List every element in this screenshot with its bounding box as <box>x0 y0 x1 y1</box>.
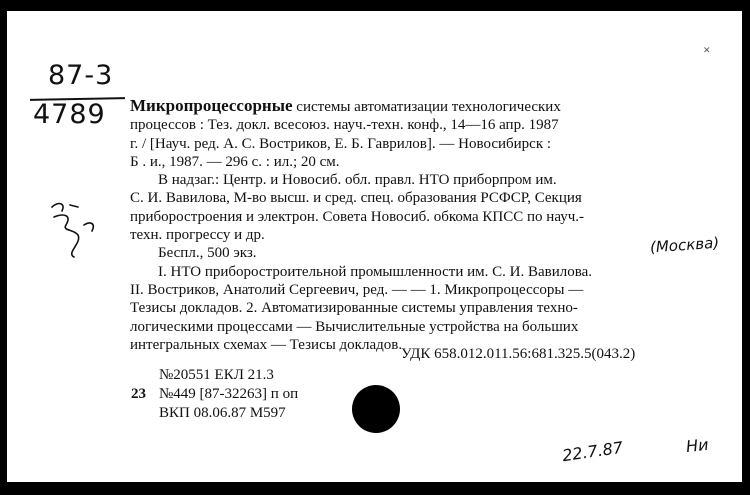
catalog-card-body <box>130 97 715 354</box>
entries-line: I. НТО приборостроительной промышленности им. С. И. Вавилова. <box>158 263 593 280</box>
scan-border-top <box>0 0 750 11</box>
card-line: Б . и., 1987. — 296 с. : ил.; 20 см. <box>130 153 340 170</box>
bib-line: №20551 ЕКЛ 21.3 <box>159 367 274 383</box>
handwritten-city-note: (Москва) <box>649 233 720 257</box>
card-line: г. / [Науч. ред. А. С. Востриков, Е. Б. Гаврилов]. — Новосибирск : <box>130 135 552 152</box>
handwritten-initials: Ни <box>685 434 710 457</box>
card-title: Микропроцессорные <box>130 96 293 115</box>
corner-mark-icon: ✕ <box>703 45 711 55</box>
price-line: Беспл., 500 экз. <box>158 245 257 262</box>
card-title-line <box>130 97 715 116</box>
entries-line: II. Востриков, Анатолий Сергеевич, ред. — — 1. Микропроцессоры — <box>130 281 584 298</box>
scan-border-bottom <box>0 482 750 495</box>
entries-line: логическими процессами — Вычислительные устройства на больших <box>130 318 579 335</box>
nadzag-line: В надзаг.: Центр. и Новосиб. обл. правл. НТО приборпром им. <box>158 172 557 189</box>
scan-border-left <box>0 0 7 495</box>
bibliographic-record <box>131 366 298 423</box>
record-number: 23 <box>131 386 146 402</box>
entries-line: Тезисы докладов. 2. Автоматизированные системы управления техно- <box>130 300 578 317</box>
bib-line: №449 [87-32263] п оп <box>159 386 299 402</box>
card-title-rest: системы автоматизации технологических <box>292 99 561 115</box>
udk-code: УДК 658.012.011.56:681.325.5(043.2) <box>401 346 636 362</box>
card-line: процессов : Тез. докл. всесоюз. науч.-техн. конф., 14—16 апр. 1987 <box>130 117 559 134</box>
entries-line: интегральных схемах — Тезисы докладов. <box>130 336 403 353</box>
call-number-bottom: 4789 <box>33 99 106 130</box>
handwritten-date: 22.7.87 <box>560 437 625 466</box>
ink-blot <box>352 385 400 433</box>
bib-line: ВКП 08.06.87 М597 <box>159 405 286 421</box>
call-number-top: 87-3 <box>48 60 114 91</box>
nadzag-line: приборостроения и электрон. Совета Новосиб. обкома КПСС по науч.- <box>130 208 585 225</box>
handwritten-scribble-icon <box>44 195 109 260</box>
scan-border-right <box>742 0 750 495</box>
nadzag-line: С. И. Вавилова, М-во высш. и сред. спец. образования РСФСР, Секция <box>130 190 582 207</box>
nadzag-line: техн. прогрессу и др. <box>130 227 265 244</box>
